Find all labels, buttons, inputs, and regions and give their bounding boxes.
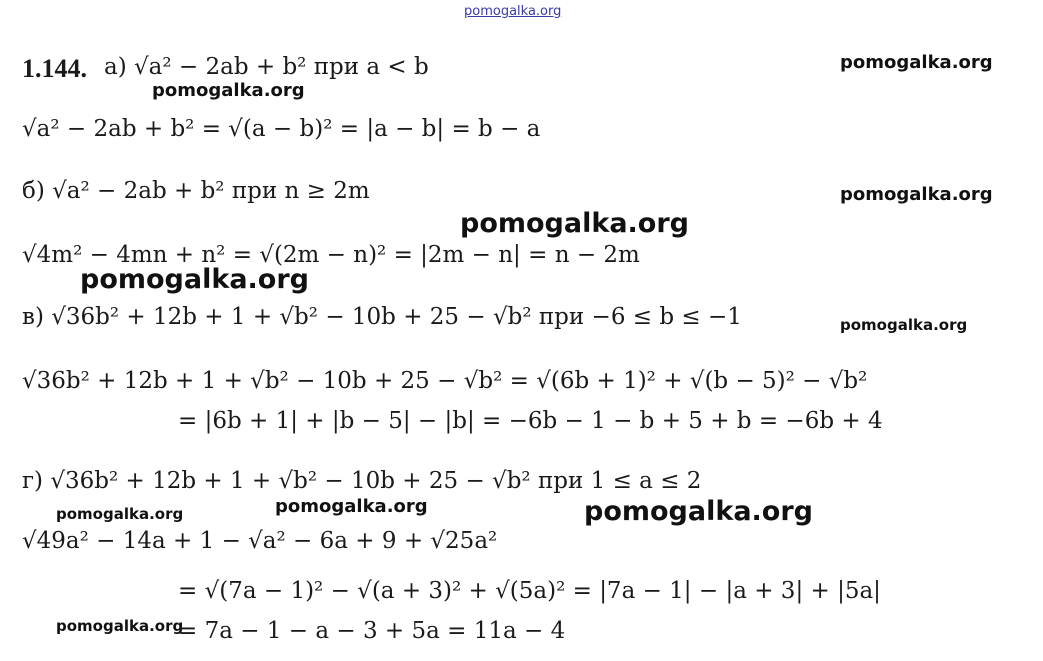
part-d-solution-1: √49a² − 14a + 1 − √a² − 6a + 9 + √25a² <box>22 528 498 554</box>
part-a-solution: √a² − 2ab + b² = √(a − b)² = |a − b| = b − a <box>22 116 541 142</box>
part-b-solution: √4m² − 4mn + n² = √(2m − n)² = |2m − n| = n − 2m <box>22 242 640 268</box>
watermark: pomogalka.org <box>840 184 993 205</box>
watermark: pomogalka.org <box>460 208 689 239</box>
part-c-solution-2: = |6b + 1| + |b − 5| − |b| = −6b − 1 − b + 5 + b = −6b + 4 <box>178 408 883 434</box>
part-d-prompt: г) √36b² + 12b + 1 + √b² − 10b + 25 − √b² при 1 ≤ a ≤ 2 <box>22 468 702 494</box>
problem-number: 1.144. <box>22 54 87 83</box>
part-c-prompt: в) √36b² + 12b + 1 + √b² − 10b + 25 − √b² при −6 ≤ b ≤ −1 <box>22 304 742 330</box>
watermark: pomogalka.org <box>80 264 309 295</box>
part-a-prompt: а) √a² − 2ab + b² при a < b <box>104 54 429 80</box>
watermark: pomogalka.org <box>840 316 968 334</box>
part-d-solution-2: = √(7a − 1)² − √(a + 3)² + √(5a)² = |7a − 1| − |a + 3| + |5a| <box>178 578 881 604</box>
watermark: pomogalka.org <box>584 496 813 527</box>
watermark: pomogalka.org <box>56 617 184 635</box>
watermark: pomogalka.org <box>56 505 184 523</box>
part-c-solution-1: √36b² + 12b + 1 + √b² − 10b + 25 − √b² = √(6b + 1)² + √(b − 5)² − √b² <box>22 368 868 394</box>
part-b-prompt: б) √a² − 2ab + b² при n ≥ 2m <box>22 178 370 204</box>
watermark: pomogalka.org <box>275 496 428 517</box>
watermark: pomogalka.org <box>152 80 305 101</box>
part-d-solution-3: = 7a − 1 − a − 3 + 5a = 11a − 4 <box>178 618 566 644</box>
watermark-top[interactable]: pomogalka.org <box>464 4 562 19</box>
watermark: pomogalka.org <box>840 52 993 73</box>
